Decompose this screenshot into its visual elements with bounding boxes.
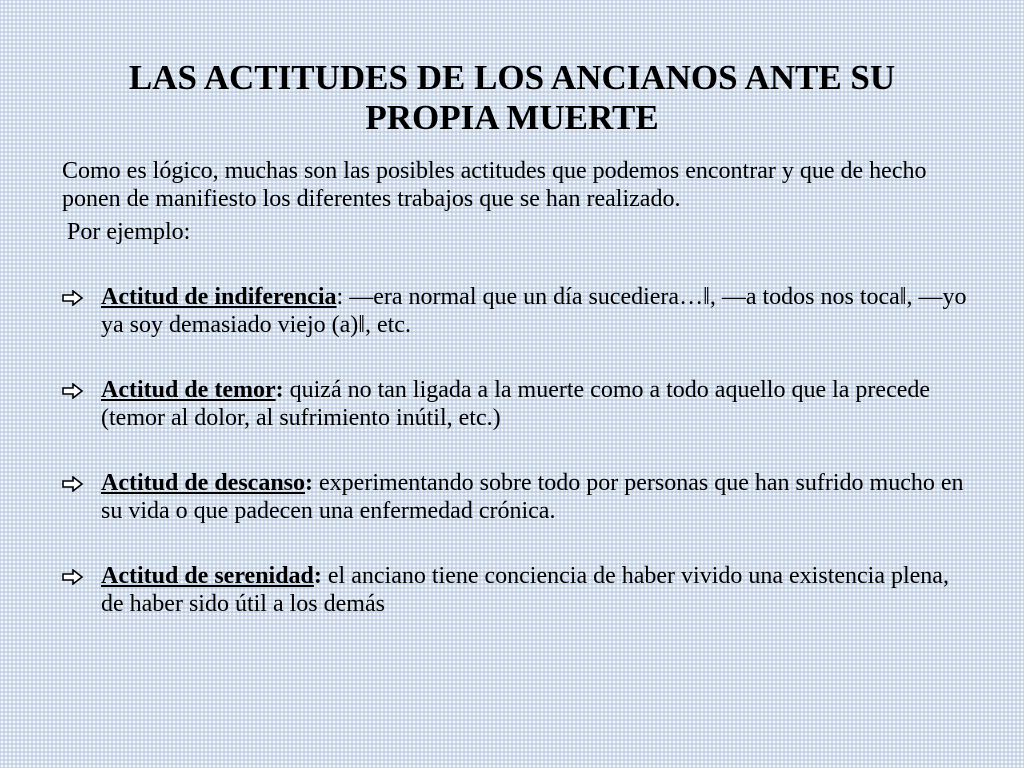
attitude-description: quizá no tan ligada a la muerte como a todo aquello que la precede (temor al dolor, al sufrimiento inútil, etc.) (101, 377, 931, 431)
arrow-right-outline-icon (62, 383, 84, 399)
intro-paragraph: Como es lógico, muchas son las posibles actitudes que podemos encontrar y que de hecho ponen de manifiesto los diferentes trabajos que se han realizado. (62, 158, 927, 212)
slide-title-line-2: PROPIA MUERTE (365, 98, 659, 137)
example-label: Por ejemplo: (67, 219, 191, 245)
slide-title-line-1: LAS ACTITUDES DE LOS ANCIANOS ANTE SU (128, 58, 896, 97)
slide-title (60, 58, 964, 138)
list-item-indiferencia (62, 283, 967, 339)
attitude-separator: : (305, 470, 314, 496)
arrow-right-outline-icon (62, 476, 84, 492)
list-item-descanso (62, 469, 967, 525)
attitude-description: ―era normal que un día sucediera…‖, ―a todos nos toca‖, ―yo ya soy demasiado viejo (a)‖, etc. (101, 284, 967, 338)
arrow-right-outline-icon (62, 290, 84, 306)
slide-body (62, 157, 967, 618)
arrow-right-outline-icon (62, 569, 84, 585)
attitude-description: experimentando sobre todo por personas que han sufrido mucho en su vida o que padecen una enfermedad crónica. (101, 470, 964, 524)
attitude-term: Actitud de indiferencia (101, 284, 337, 310)
attitude-separator: : (275, 377, 284, 403)
attitude-separator: : (313, 563, 322, 589)
attitude-separator: : (336, 284, 344, 310)
list-item-temor (62, 376, 967, 432)
attitude-term: Actitud de serenidad (101, 563, 314, 589)
attitude-description: el anciano tiene conciencia de haber vivido una existencia plena, de haber sido útil a los demás (101, 563, 949, 617)
attitude-term: Actitud de temor (101, 377, 276, 403)
attitudes-list (62, 283, 967, 618)
attitude-term: Actitud de descanso (101, 470, 306, 496)
list-item-serenidad (62, 562, 967, 618)
